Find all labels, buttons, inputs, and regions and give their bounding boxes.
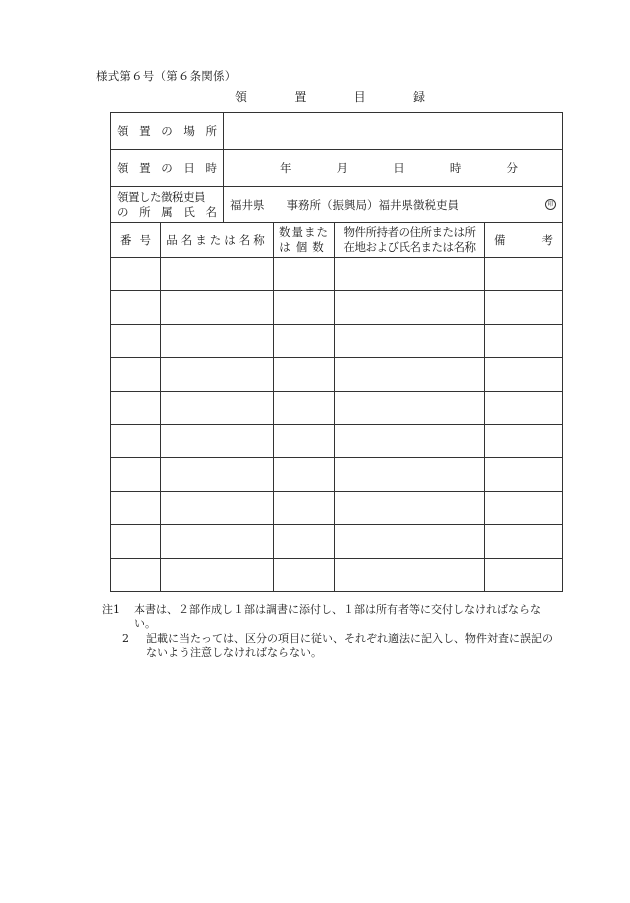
table-cell[interactable] [274, 558, 335, 591]
document-title [235, 88, 425, 105]
owner-column-header: 物件所持者の住所または所 在地および氏名または名称 [335, 223, 485, 258]
table-row [111, 424, 563, 457]
table-cell[interactable] [335, 525, 485, 558]
table-cell[interactable] [335, 424, 485, 457]
table-cell[interactable] [161, 258, 274, 291]
table-row [111, 324, 563, 357]
table-cell[interactable] [485, 458, 563, 491]
table-cell[interactable] [335, 291, 485, 324]
datetime-value-field[interactable] [224, 150, 563, 187]
note-text: 記載に当たっては、区分の項目に従い、それぞれ適法に記入し、物件対査に誤記のないよう注意しなければならない。 [146, 632, 553, 659]
officer-label: 領置した徴税吏員 の 所 属 氏 名 [111, 187, 224, 223]
table-cell[interactable] [485, 391, 563, 424]
table-cell[interactable] [111, 458, 161, 491]
place-value-field[interactable] [224, 113, 563, 150]
table-cell[interactable] [335, 258, 485, 291]
place-label: 領 置 の 場 所 [111, 113, 224, 150]
table-cell[interactable] [161, 391, 274, 424]
number-column-header: 番 号 [111, 223, 161, 258]
table-cell[interactable] [335, 458, 485, 491]
datetime-row [111, 150, 563, 187]
table-cell[interactable] [111, 558, 161, 591]
note-text: 本書は、２部作成し１部は調書に添付し、１部は所有者等に交付しなければならない。 [134, 603, 541, 630]
title-char: 領 [235, 90, 248, 104]
inventory-form-table [110, 112, 563, 592]
table-cell[interactable] [335, 391, 485, 424]
table-cell[interactable] [111, 258, 161, 291]
table-cell[interactable] [485, 525, 563, 558]
day-unit: 日 [393, 161, 405, 175]
prefecture-text: 福井県 [230, 197, 265, 212]
hour-unit: 時 [449, 161, 462, 175]
seal-mark-icon: 印 [545, 199, 556, 210]
table-row [111, 491, 563, 524]
table-cell[interactable] [274, 491, 335, 524]
place-row [111, 113, 563, 150]
table-cell[interactable] [111, 424, 161, 457]
title-char: 置 [294, 90, 307, 104]
office-text: 事務所（振興局）福井県徴税吏員 [286, 197, 459, 212]
note-item: 注1 本書は、２部作成し１部は調書に添付し、１部は所有者等に交付しなければならない。 [102, 603, 562, 630]
table-cell[interactable] [335, 324, 485, 357]
table-row [111, 291, 563, 324]
table-cell[interactable] [335, 491, 485, 524]
year-unit: 年 [280, 161, 292, 175]
form-number: 様式第６号（第６条関係） [96, 69, 237, 83]
table-row [111, 391, 563, 424]
minute-unit: 分 [506, 161, 518, 175]
table-cell[interactable] [111, 491, 161, 524]
remarks-column-header: 備 考 [485, 223, 563, 258]
notes-section [102, 603, 562, 659]
table-row [111, 458, 563, 491]
table-cell[interactable] [335, 358, 485, 391]
table-cell[interactable] [161, 358, 274, 391]
table-cell[interactable] [274, 258, 335, 291]
month-unit: 月 [336, 161, 349, 175]
notes-prefix: 注 [102, 603, 113, 616]
note-item: 2 記載に当たっては、区分の項目に従い、それぞれ適法に記入し、物件対査に誤記のないよう注意しなければならない。 [102, 632, 562, 659]
table-cell[interactable] [274, 525, 335, 558]
table-cell[interactable] [161, 424, 274, 457]
table-cell[interactable] [485, 324, 563, 357]
table-row [111, 258, 563, 291]
title-char: 録 [412, 90, 425, 104]
table-row [111, 525, 563, 558]
table-cell[interactable] [111, 291, 161, 324]
table-cell[interactable] [485, 424, 563, 457]
column-header-row [111, 223, 563, 258]
table-row [111, 558, 563, 591]
officer-value-field[interactable] [224, 187, 563, 223]
table-cell[interactable] [161, 291, 274, 324]
item-name-column-header: 品名または名称 [161, 223, 274, 258]
table-cell[interactable] [274, 424, 335, 457]
table-cell[interactable] [161, 324, 274, 357]
table-cell[interactable] [485, 291, 563, 324]
table-cell[interactable] [274, 324, 335, 357]
table-cell[interactable] [485, 358, 563, 391]
table-cell[interactable] [161, 525, 274, 558]
table-cell[interactable] [274, 291, 335, 324]
table-cell[interactable] [111, 324, 161, 357]
officer-row [111, 187, 563, 223]
table-cell[interactable] [274, 391, 335, 424]
table-cell[interactable] [485, 491, 563, 524]
table-row [111, 358, 563, 391]
table-cell[interactable] [161, 558, 274, 591]
table-cell[interactable] [485, 258, 563, 291]
table-cell[interactable] [161, 458, 274, 491]
table-cell[interactable] [111, 391, 161, 424]
table-cell[interactable] [111, 358, 161, 391]
quantity-column-header: 数量また は個数 [274, 223, 335, 258]
table-cell[interactable] [274, 458, 335, 491]
table-cell[interactable] [485, 558, 563, 591]
table-cell[interactable] [161, 491, 274, 524]
table-cell[interactable] [111, 525, 161, 558]
item-rows [111, 258, 563, 592]
datetime-label: 領 置 の 日 時 [111, 150, 224, 187]
title-char: 目 [353, 90, 366, 104]
table-cell[interactable] [274, 358, 335, 391]
table-cell[interactable] [335, 558, 485, 591]
